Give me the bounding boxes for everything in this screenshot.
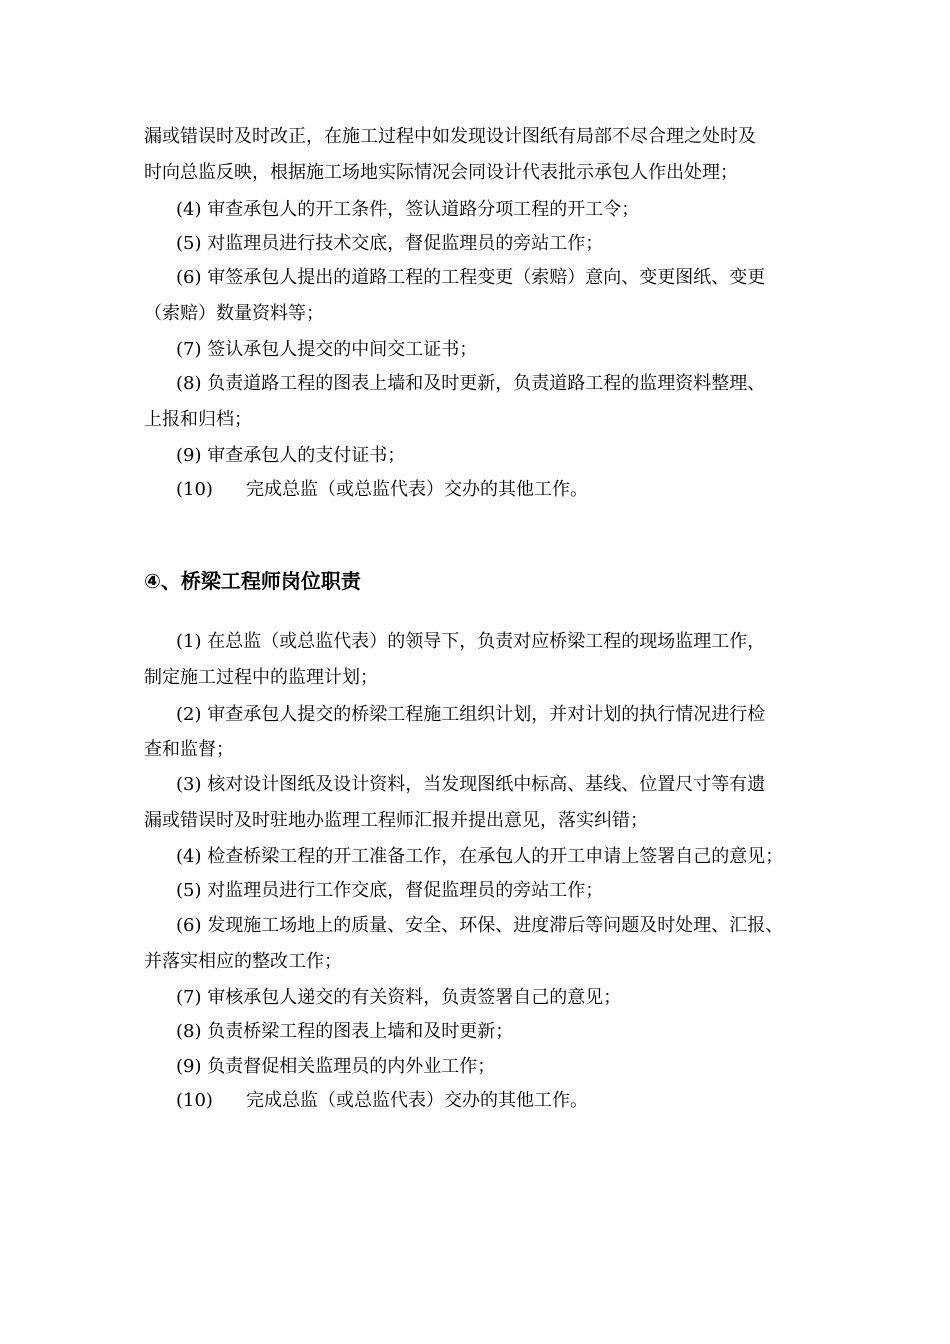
list-item: (7) 签认承包人提交的中间交工证书； (176, 339, 478, 360)
item-number: (10) (176, 1090, 213, 1111)
item-text: 完成总监（或总监代表）交办的其他工作。 (246, 479, 588, 500)
list-item (176, 1089, 588, 1113)
list-item (176, 478, 588, 502)
paragraph-line: 查和监督； (144, 739, 234, 760)
paragraph-line: 时向总监反映，根据施工场地实际情况会同设计代表批示承包人作出处理； (144, 162, 738, 183)
paragraph-line: （索赔）数量资料等； (144, 303, 324, 324)
list-item: (1) 在总监（或总监代表）的领导下，负责对应桥梁工程的现场监理工作， (176, 631, 766, 652)
paragraph-line: 漏或错误时及时驻地办监理工程师汇报并提出意见，落实纠错； (144, 810, 648, 831)
list-item: (6) 审签承包人提出的道路工程的工程变更（索赔）意向、变更图纸、变更 (176, 267, 766, 288)
section-heading: ④、桥梁工程师岗位职责 (144, 569, 361, 593)
paragraph-line: 上报和归档； (144, 409, 252, 430)
list-item: (4) 审查承包人的开工条件，签认道路分项工程的开工令； (176, 199, 640, 220)
list-item: (7) 审核承包人递交的有关资料，负责签署自己的意见； (176, 987, 622, 1008)
list-item: (8) 负责桥梁工程的图表上墙和及时更新； (176, 1021, 514, 1042)
item-number: (10) (176, 479, 213, 500)
paragraph-line: 漏或错误时及时改正，在施工过程中如发现设计图纸有局部不尽合理之处时及 (144, 126, 756, 147)
list-item: (5) 对监理员进行工作交底，督促监理员的旁站工作； (176, 880, 604, 901)
list-item: (3) 核对设计图纸及设计资料，当发现图纸中标高、基线、位置尺寸等有遗 (176, 774, 766, 795)
list-item: (4) 检查桥梁工程的开工准备工作，在承包人的开工申请上签署自己的意见； (176, 846, 784, 867)
list-item: (9) 负责督促相关监理员的内外业工作； (176, 1056, 496, 1077)
list-item: (9) 审查承包人的支付证书； (176, 445, 406, 466)
list-item: (6) 发现施工场地上的质量、安全、环保、进度滞后等问题及时处理、汇报、 (176, 915, 784, 936)
list-item: (8) 负责道路工程的图表上墙和及时更新，负责道路工程的监理资料整理、 (176, 373, 766, 394)
paragraph-line: 制定施工过程中的监理计划； (144, 667, 378, 688)
paragraph-line: 并落实相应的整改工作； (144, 951, 342, 972)
list-item: (5) 对监理员进行技术交底，督促监理员的旁站工作； (176, 233, 604, 254)
list-item: (2) 审查承包人提交的桥梁工程施工组织计划，并对计划的执行情况进行检 (176, 704, 766, 725)
item-text: 完成总监（或总监代表）交办的其他工作。 (246, 1090, 588, 1111)
